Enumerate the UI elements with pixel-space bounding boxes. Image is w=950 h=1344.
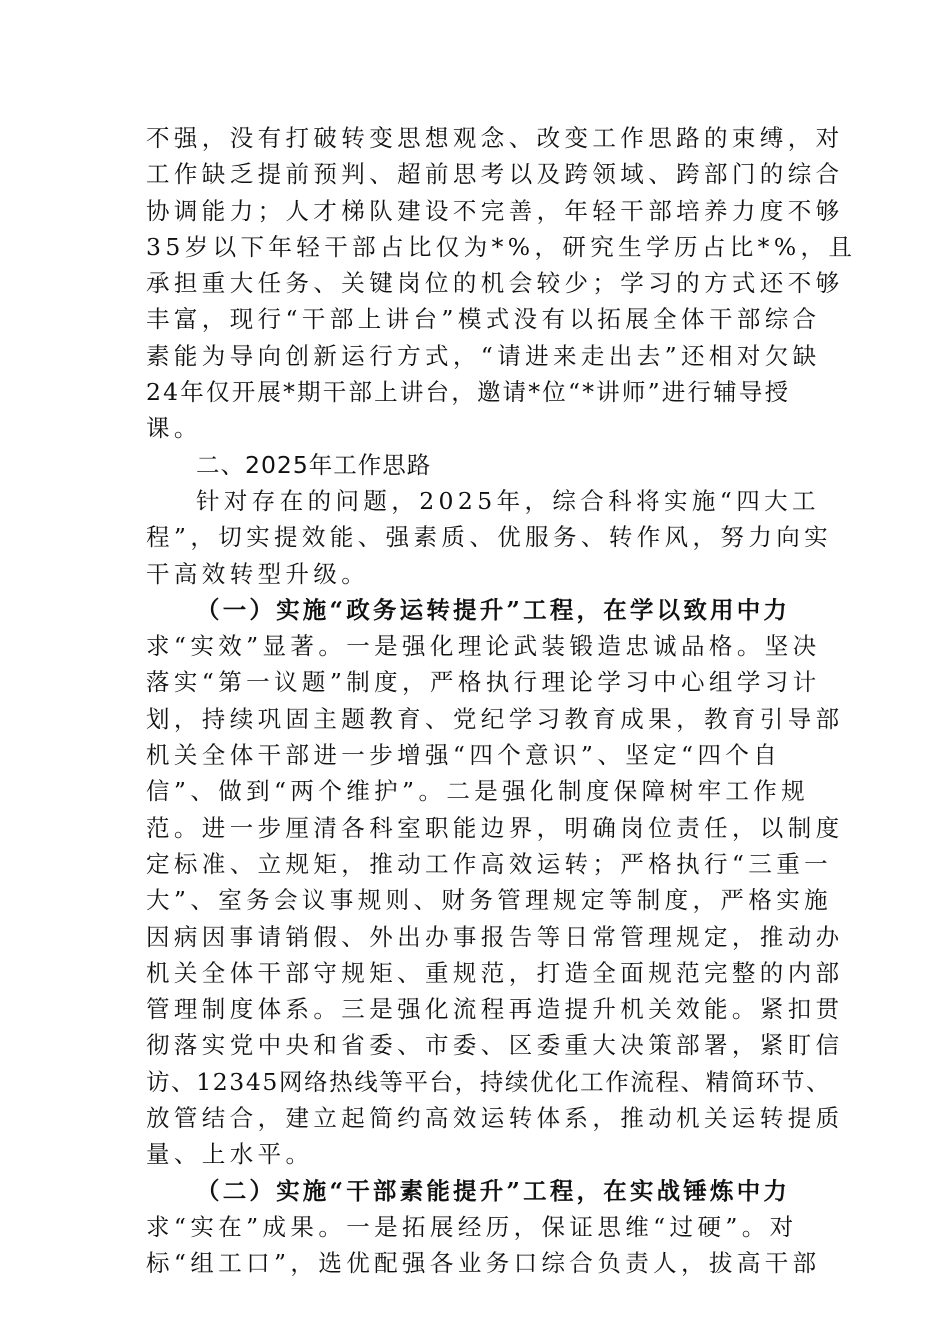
text-line: 因病因事请销假、外出办事报告等日常管理规定，推动办 xyxy=(146,922,844,951)
text-line: 工作缺乏提前预判、超前思考以及跨领域、跨部门的综合 xyxy=(146,160,844,189)
text-line: 放管结合，建立起简约高效运转体系，推动机关运转提质 xyxy=(146,1104,844,1133)
text-line: 35岁以下年轻干部占比仅为*%，研究生学历占比*%，且 xyxy=(146,232,857,261)
text-line: 管理制度体系。三是强化流程再造提升机关效能。紧扣贯 xyxy=(146,995,844,1024)
text-line: 范。进一步厘清各科室职能边界，明确岗位责任，以制度 xyxy=(146,813,844,842)
text-line: 落实“第一议题”制度，严格执行理论学习中心组学习计 xyxy=(146,668,821,697)
text-line: 机关全体干部守规矩、重规范，打造全面规范完整的内部 xyxy=(146,958,844,987)
text-line: 不强，没有打破转变思想观念、改变工作思路的束缚，对 xyxy=(146,124,844,152)
text-line: 程”，切实提效能、强素质、优服务、转作风，努力向实 xyxy=(146,523,833,552)
text-line: 定标准、立规矩，推动工作高效运转；严格执行“三重一 xyxy=(146,849,833,878)
text-line: 24年仅开展*期干部上讲台，邀请*位“*讲师”进行辅导授 xyxy=(146,378,791,407)
section-heading: 二、2025年工作思路 xyxy=(196,450,432,479)
text-line: （一）实施“政务运转提升”工程，在学以致用中力 xyxy=(196,595,791,624)
text-line: 机关全体干部进一步增强“四个意识”、坚定“四个自 xyxy=(146,741,782,770)
text-line: 访、12345网络热线等平台，持续优化工作流程、精简环节、 xyxy=(146,1067,832,1096)
paragraph-project-one xyxy=(146,592,844,1173)
text-line: 划，持续巩固主题教育、党纪学习教育成果，教育引导部 xyxy=(146,704,844,733)
text-line: 课。 xyxy=(146,414,202,443)
text-line: （二）实施“干部素能提升”工程，在实战锤炼中力 xyxy=(196,1176,791,1205)
text-line: 承担重大任务、关键岗位的机会较少；学习的方式还不够 xyxy=(146,269,844,298)
document-body xyxy=(146,120,857,1282)
text-line: 素能为导向创新运行方式，“请进来走出去”还相对欠缺 xyxy=(146,341,821,370)
text-line: 量、上水平。 xyxy=(146,1140,314,1169)
text-line: 协调能力；人才梯队建设不完善，年轻干部培养力度不够 xyxy=(146,196,844,225)
text-line: 求“实在”成果。一是拓展经历，保证思维“过硬”。对 xyxy=(146,1212,798,1241)
text-line: 标“组工口”，选优配强各业务口综合负责人，拔高干部 xyxy=(146,1249,821,1278)
text-line: 干高效转型升级。 xyxy=(146,559,370,588)
paragraph-project-two xyxy=(146,1173,836,1282)
text-line: 彻落实党中央和省委、市委、区委重大决策部署，紧盯信 xyxy=(146,1031,844,1060)
text-line: 信”、做到“两个维护”。二是强化制度保障树牢工作规 xyxy=(146,777,810,806)
text-line: 大”、室务会议事规则、财务管理规定等制度，严格实施 xyxy=(146,886,833,915)
text-line: 丰富，现行“干部上讲台”模式没有以拓展全体干部综合 xyxy=(146,305,821,334)
paragraph-intro xyxy=(146,483,836,592)
text-line: 求“实效”显著。一是强化理论武装锻造忠诚品格。坚决 xyxy=(146,632,821,661)
text-line: 针对存在的问题，2025年，综合科将实施“四大工 xyxy=(196,486,820,515)
paragraph-problems xyxy=(146,120,857,447)
